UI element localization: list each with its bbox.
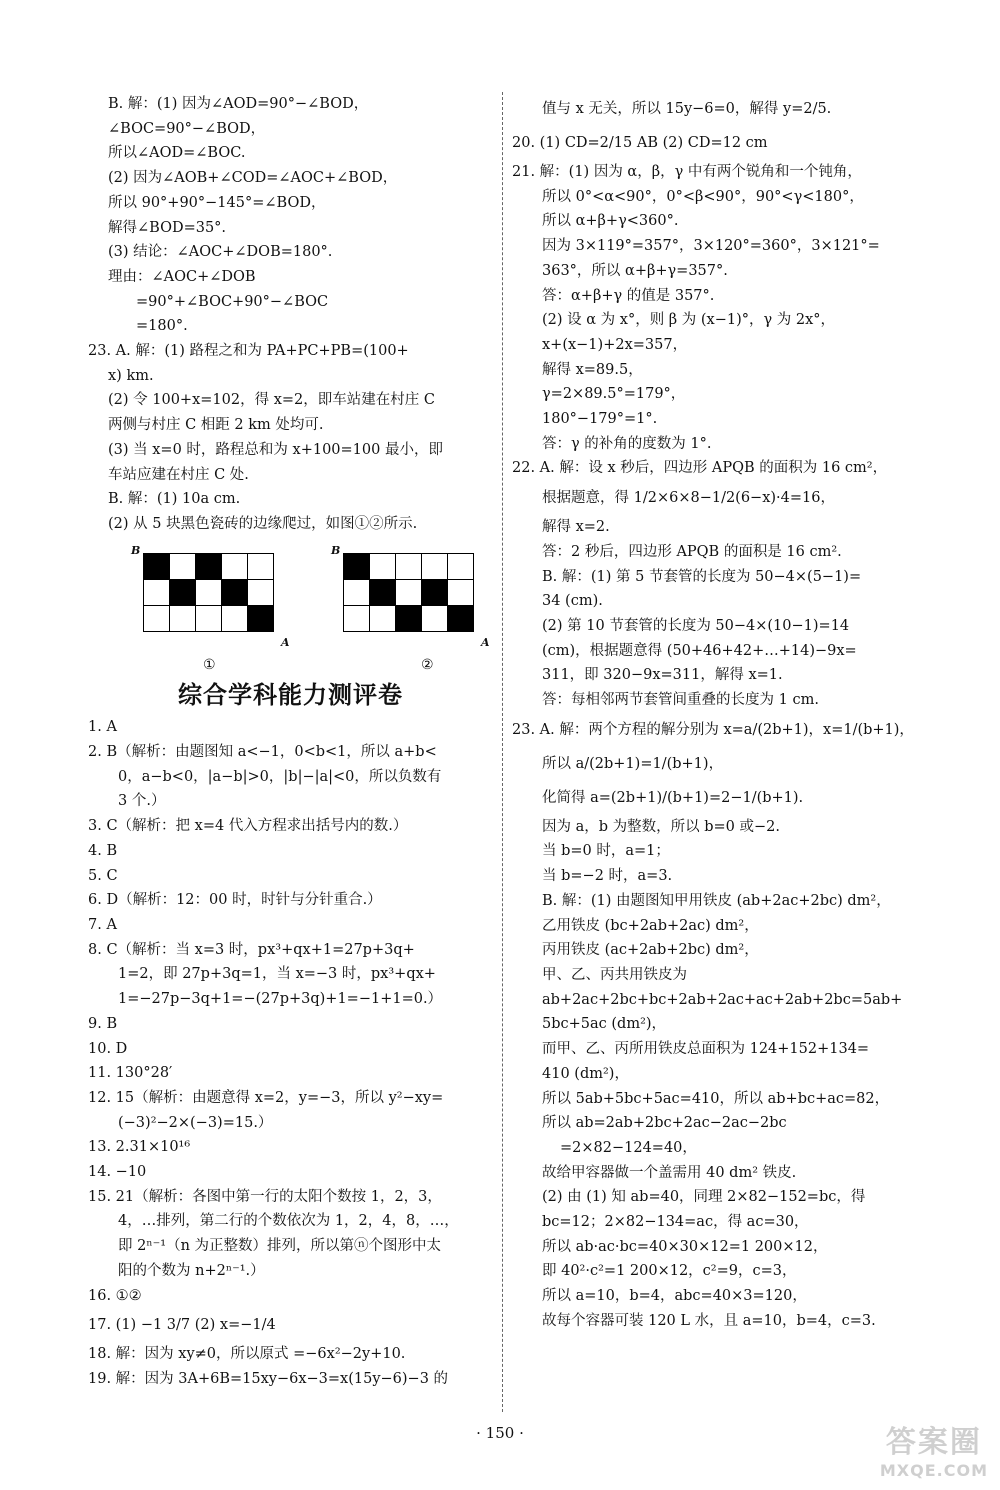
text-line: ∠BOC=90°−∠BOD， (108, 120, 266, 137)
text-line: (2) 因为∠AOB+∠COD=∠AOC+∠BOD， (108, 170, 398, 187)
text-line: bc=12；2×82−134=ac，得 ac=30， (542, 1214, 809, 1231)
text-line: (cm)，根据题意得 (50+46+42+…+14)−9x= (542, 642, 857, 659)
text-line: 答：α+β+γ 的值是 357°. (542, 287, 715, 304)
text-line: 20. (1) CD=2/15 AB (2) CD=12 cm (512, 135, 768, 151)
black-tile (248, 606, 274, 632)
text-line: 13. 2.31×10¹⁶ (88, 1139, 191, 1156)
text-line: 解得∠BOD=35°. (108, 219, 227, 236)
corner-label-b: B (331, 543, 341, 557)
text-line: 9. B (88, 1015, 118, 1032)
tile-figure-2 (331, 543, 490, 673)
text-line: 18. 解：因为 xy≠0，所以原式 =−6x²−2y+10. (88, 1346, 406, 1363)
text-line: 15. 21（解析：各图中第一行的太阳个数按 1，2，3， (88, 1188, 442, 1205)
white-tile (344, 606, 370, 632)
text-line: 两侧与村庄 C 相距 2 km 处均可. (108, 417, 324, 434)
watermark-url: MXQE.COM (879, 1461, 988, 1480)
text-line: 180°−179°=1°. (542, 411, 658, 428)
text-line: =2×82−124=40， (560, 1139, 697, 1156)
white-tile (222, 606, 248, 632)
white-tile (170, 554, 196, 580)
black-tile (170, 580, 196, 606)
black-tile (144, 554, 170, 580)
watermark (880, 1417, 988, 1480)
black-tile (448, 606, 474, 632)
left-column (88, 92, 493, 1392)
section-title: 综合学科能力测评卷 (178, 680, 403, 709)
text-line: 因为 3×119°=357°，3×120°=360°，3×121°= (542, 238, 880, 255)
page-number: · 150 · (476, 1424, 524, 1442)
text-line: 所以∠AOD=∠BOC. (108, 145, 246, 162)
text-line: 所以 ab=2ab+2bc+2ac−2ac−2bc (542, 1115, 787, 1132)
text-line: 1=−27p−3q+1=−(27p+3q)+1=−1+1=0.） (118, 991, 443, 1008)
white-tile (196, 606, 222, 632)
text-line: 10. D (88, 1040, 128, 1057)
text-line: 当 b=−2 时，a=3. (542, 868, 673, 885)
text-line: (2) 设 α 为 x°，则 β 为 (x−1)°，γ 为 2x°， (542, 312, 836, 329)
tile-grid-1 (143, 553, 274, 632)
black-tile (222, 580, 248, 606)
black-tile (370, 580, 396, 606)
tile-grid-2 (343, 553, 474, 632)
text-line: 即 40²·c²=1 200×12，c²=9，c=3， (542, 1263, 797, 1280)
text-line: 答：γ 的补角的度数为 1°. (542, 435, 712, 452)
text-line: 所以 0°<α<90°，0°<β<90°，90°<γ<180°， (542, 188, 864, 205)
white-tile (370, 606, 396, 632)
text-line: 2. B（解析：由题图知 a<−1，0<b<1，所以 a+b< (88, 744, 437, 761)
text-line: =180°. (136, 318, 188, 335)
text-line: 22. A. 解：设 x 秒后，四边形 APQB 的面积为 16 cm²， (512, 460, 888, 477)
text-line: γ=2×89.5°=179°， (542, 386, 686, 403)
text-line: 阳的个数为 n+2ⁿ⁻¹.） (118, 1262, 265, 1279)
white-tile (396, 580, 422, 606)
text-line: 乙用铁皮 (bc+2ab+2ac) dm²， (542, 917, 759, 934)
text-line: 16. ①② (88, 1287, 142, 1304)
watermark-logo-text: 答案圈 (885, 1425, 982, 1460)
white-tile (248, 580, 274, 606)
white-tile (448, 580, 474, 606)
text-line: 化简得 a=(2b+1)/(b+1)=2−1/(b+1). (542, 789, 804, 806)
text-line: 所以 a/(2b+1)=1/(b+1)， (542, 755, 724, 772)
text-line: B. 解：(1) 因为∠AOD=90°−∠BOD， (108, 96, 369, 112)
text-line: 答：2 秒后，四边形 APQB 的面积是 16 cm². (542, 543, 842, 560)
text-line: (3) 当 x=0 时，路程总和为 x+100=100 最小，即 (108, 441, 443, 458)
white-tile (144, 606, 170, 632)
text-line: 1=2，即 27p+3q=1，当 x=−3 时，px³+qx+ (118, 966, 436, 983)
text-line: 17. (1) −1 3/7 (2) x=−1/4 (88, 1317, 276, 1334)
text-line: 甲、乙、丙共用铁皮为 (542, 966, 687, 983)
white-tile (422, 554, 448, 580)
text-line: 解得 x=89.5， (542, 361, 643, 378)
figure-caption-2: ② (421, 656, 434, 673)
text-line: 因为 a，b 为整数，所以 b=0 或−2. (542, 818, 781, 835)
right-column (512, 92, 922, 1334)
corner-label-a: A (281, 635, 290, 649)
white-tile (344, 580, 370, 606)
text-line: 363°，所以 α+β+γ=357°. (542, 262, 728, 279)
left-top-block (88, 92, 493, 537)
text-line: 所以 90°+90°−145°=∠BOD， (108, 194, 326, 211)
text-line: 所以 α+β+γ<360°. (542, 213, 679, 230)
tile-figures (88, 543, 493, 673)
text-line: 21. 解：(1) 因为 α，β，γ 中有两个锐角和一个钝角， (512, 164, 862, 180)
text-line: 所以 ab·ac·bc=40×30×12=1 200×12， (542, 1238, 828, 1255)
corner-label-a: A (481, 635, 490, 649)
text-line: 12. 15（解析：由题意得 x=2，y=−3，所以 y²−xy= (88, 1089, 444, 1106)
text-line: (2) 第 10 节套管的长度为 50−4×(10−1)=14 (542, 617, 850, 634)
text-line: (3) 结论：∠AOC+∠DOB=180°. (108, 244, 333, 261)
text-line: 理由：∠AOC+∠DOB (108, 268, 256, 285)
text-line: 4，…排列，第二行的个数依次为 1，2，4，8，…， (118, 1213, 459, 1230)
text-line: 丙用铁皮 (ac+2ab+2bc) dm²， (542, 942, 759, 959)
text-line: B. 解：(1) 由题图知甲用铁皮 (ab+2ac+2bc) dm²， (542, 892, 891, 909)
text-line: 23. A. 解：两个方程的解分别为 x=a/(2b+1)，x=1/(b+1)， (512, 721, 914, 738)
black-tile (396, 606, 422, 632)
text-line: 311，即 320−9x=311，解得 x=1. (542, 667, 783, 684)
white-tile (196, 580, 222, 606)
text-line: 根据题意，得 1/2×6×8−1/2(6−x)·4=16， (542, 490, 835, 507)
corner-label-b: B (131, 543, 141, 557)
text-line: 故每个容器可装 120 L 水，且 a=10，b=4，c=3. (542, 1312, 876, 1329)
black-tile (196, 554, 222, 580)
text-line: 3. C（解析：把 x=4 代入方程求出括号内的数.） (88, 818, 408, 835)
text-line: x) km. (108, 367, 154, 384)
white-tile (370, 554, 396, 580)
white-tile (170, 606, 196, 632)
text-line: 即 2ⁿ⁻¹（n 为正整数）排列，所以第ⓝ个图形中太 (118, 1238, 442, 1255)
text-line: 410 (dm²)， (542, 1065, 629, 1082)
text-line: (2) 令 100+x=102，得 x=2，即车站建在村庄 C (108, 392, 435, 409)
text-line: 值与 x 无关，所以 15y−6=0，解得 y=2/5. (542, 101, 832, 117)
black-tile (422, 580, 448, 606)
white-tile (222, 554, 248, 580)
text-line: 0，a−b<0，|a−b|>0，|b|−|a|<0，所以负数有 (118, 768, 442, 785)
text-line: 7. A (88, 916, 117, 933)
tile-figure-1 (131, 543, 290, 673)
text-line: (−3)²−2×(−3)=15.） (118, 1114, 273, 1131)
white-tile (144, 580, 170, 606)
white-tile (396, 554, 422, 580)
text-line: 所以 5ab+5bc+5ac=410，所以 ab+bc+ac=82， (542, 1090, 890, 1107)
text-line: 34 (cm). (542, 593, 603, 610)
text-line: (2) 从 5 块黑色瓷砖的边缘爬过，如图①②所示. (108, 515, 418, 532)
black-tile (344, 554, 370, 580)
text-line: x+(x−1)+2x=357， (542, 336, 688, 353)
figure-caption-1: ① (203, 656, 216, 673)
left-bottom-block (88, 715, 493, 1391)
text-line: 19. 解：因为 3A+6B=15xy−6x−3=x(15y−6)−3 的 (88, 1370, 449, 1387)
text-line: B. 解：(1) 第 5 节套管的长度为 50−4×(5−1)= (542, 568, 862, 585)
white-tile (422, 606, 448, 632)
text-line: 4. B (88, 842, 118, 859)
text-line: 5bc+5ac (dm²)， (542, 1016, 667, 1033)
text-line: 23. A. 解：(1) 路程之和为 PA+PC+PB=(100+ (88, 343, 409, 360)
white-tile (248, 554, 274, 580)
text-line: 6. D（解析：12：00 时，时针与分针重合.） (88, 892, 382, 909)
text-line: 1. A (88, 719, 117, 736)
text-line: 所以 a=10，b=4，abc=40×3=120， (542, 1288, 807, 1305)
text-line: 11. 130°28′ (88, 1065, 173, 1082)
text-line: 车站应建在村庄 C 处. (108, 466, 249, 483)
text-line: ab+2ac+2bc+bc+2ab+2ac+ac+2ab+2bc=5ab+ (542, 991, 903, 1008)
text-line: B. 解：(1) 10a cm. (108, 491, 241, 508)
white-tile (448, 554, 474, 580)
text-line: 3 个.） (118, 793, 166, 810)
text-line: 解得 x=2. (542, 519, 610, 536)
column-divider (502, 92, 503, 1412)
text-line: 而甲、乙、丙所用铁皮总面积为 124+152+134= (542, 1041, 870, 1058)
text-line: 8. C（解析：当 x=3 时，px³+qx+1=27p+3q+ (88, 941, 415, 958)
text-line: =90°+∠BOC+90°−∠BOC (136, 293, 329, 310)
text-line: (2) 由 (1) 知 ab=40，同理 2×82−152=bc，得 (542, 1189, 866, 1206)
text-line: 14. −10 (88, 1164, 147, 1181)
text-line: 5. C (88, 867, 118, 884)
text-line: 故给甲容器做一个盖需用 40 dm² 铁皮. (542, 1164, 797, 1181)
text-line: 当 b=0 时，a=1； (542, 843, 670, 860)
text-line: 答：每相邻两节套管间重叠的长度为 1 cm. (542, 692, 819, 709)
